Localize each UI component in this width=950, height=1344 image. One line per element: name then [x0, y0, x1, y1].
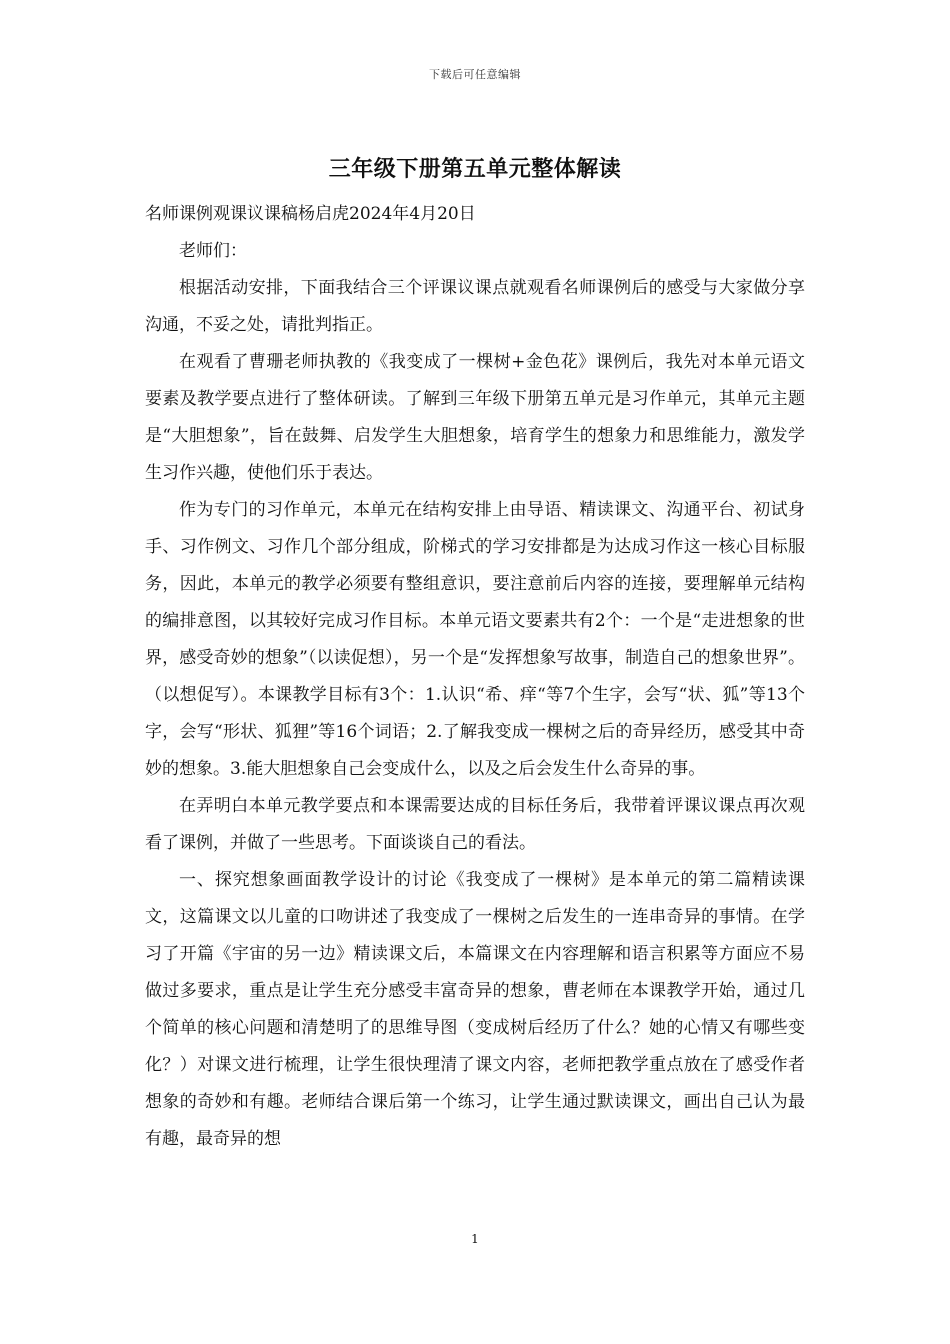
page-number: 1	[471, 1232, 479, 1246]
paragraph-reflection: 在弄明白本单元教学要点和本课需要达成的目标任务后，我带着评课议课点再次观看了课例，并做了一些思考。下面谈谈自己的看法。	[145, 796, 805, 853]
paragraph-intro: 根据活动安排，下面我结合三个评课议课点就观看名师课例后的感受与大家做分享沟通，不妥之处，请批判指正。	[145, 278, 805, 335]
document-meta: 名师课例观课议课稿杨启虎2024年4月20日	[145, 204, 476, 224]
paragraph-section-one: 一、探究想象画面教学设计的讨论《我变成了一棵树》是本单元的第二篇精读课文，这篇课文以儿童的口吻讲述了我变成了一棵树之后发生的一连串奇异的事情。在学习了开篇《宇宙的另一边》精读课文后，本篇课文在内容理解和语言积累等方面应不易做过多要求，重点是让学生充分感受丰富奇异的想象，曹老师在本课教学开始，通过几个简单的核心问题和清楚明了的思维导图（变成树后经历了什么？她的心情又有哪些变化？）对课文进行梳理，让学生很快理清了课文内容，老师把教学重点放在了感受作者想象的奇妙和有趣。老师结合课后第一个练习，让学生通过默读课文，画出自己认为最有趣，最奇异的想	[145, 870, 805, 1149]
paragraph-salutation: 老师们：	[179, 241, 247, 261]
paragraph-unit-overview: 在观看了曹珊老师执教的《我变成了一棵树+金色花》课例后，我先对本单元语文要素及教学要点进行了整体研读。了解到三年级下册第五单元是习作单元，其单元主题是“大胆想象”，旨在鼓舞、启发学生大胆想象，培育学生的想象力和思维能力，激发学生习作兴趣，使他们乐于表达。	[145, 352, 805, 483]
header-note: 下载后可任意编辑	[429, 68, 521, 81]
document-title: 三年级下册第五单元整体解读	[328, 156, 622, 182]
document-body	[145, 196, 805, 1158]
paragraph-unit-structure: 作为专门的习作单元，本单元在结构安排上由导语、精读课文、沟通平台、初试身手、习作例文、习作几个部分组成，阶梯式的学习安排都是为达成习作这一核心目标服务，因此，本单元的教学必须要有整组意识，要注意前后内容的连接，要理解单元结构的编排意图，以其较好完成习作目标。本单元语文要素共有2个：一个是“走进想象的世界，感受奇妙的想象”（以读促想），另一个是“发挥想象写故事，制造自己的想象世界”。（以想促写）。本课教学目标有3个：1.认识“希、痒“等7个生字，会写“状、狐”等13个字，会写“形状、狐狸”等16个词语；2.了解我变成一棵树之后的奇异经历，感受其中奇妙的想象。3.能大胆想象自己会变成什么，以及之后会发生什么奇异的事。	[145, 500, 805, 779]
